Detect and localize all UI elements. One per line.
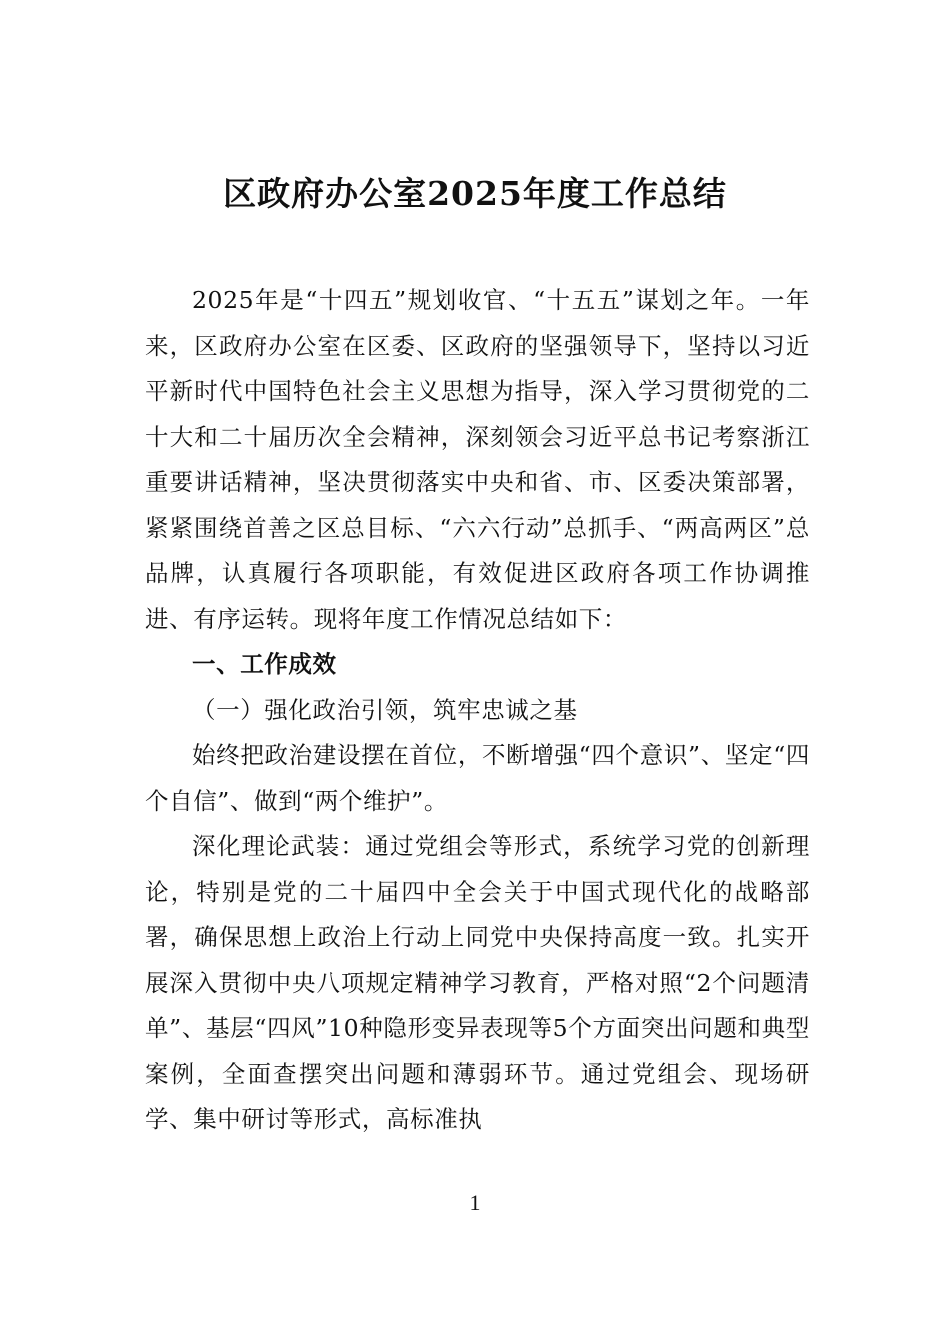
page-number: 1 — [469, 1190, 481, 1215]
document-body — [145, 278, 810, 1143]
paragraph-political-building: 始终把政治建设摆在首位，不断增强“四个意识”、坚定“四个自信”、做到“两个维护”。 — [145, 741, 810, 815]
section-heading-achievements: 一、工作成效 — [192, 650, 337, 678]
subsection-heading-political-leadership: （一）强化政治引领，筑牢忠诚之基 — [192, 695, 578, 724]
document-title: 区政府办公室2025年度工作总结 — [223, 174, 727, 213]
intro-paragraph: 2025年是“十四五”规划收官、“十五五”谋划之年。一年来，区政府办公室在区委、区政府的坚强领导下，坚持以习近平新时代中国特色社会主义思想为指导，深入学习贯彻党的二十大和二十届历次全会精神，深刻领会习近平总书记考察浙江重要讲话精神，坚决贯彻落实中央和省、市、区委决策部署，紧紧围绕首善之区总目标、“六六行动”总抓手、“两高两区”总品牌，认真履行各项职能，有效促进区政府各项工作协调推进、有序运转。现将年度工作情况总结如下： — [145, 286, 810, 633]
paragraph-theory-arming: 深化理论武装：通过党组会等形式，系统学习党的创新理论，特别是党的二十届四中全会关于中国式现代化的战略部署，确保思想上政治上行动上同党中央保持高度一致。扎实开展深入贯彻中央八项规定精神学习教育，严格对照“2个问题清单”、基层“四风”10种隐形变异表现等5个方面突出问题和典型案例，全面查摆突出问题和薄弱环节。通过党组会、现场研学、集中研讨等形式，高标准执 — [145, 832, 810, 1133]
